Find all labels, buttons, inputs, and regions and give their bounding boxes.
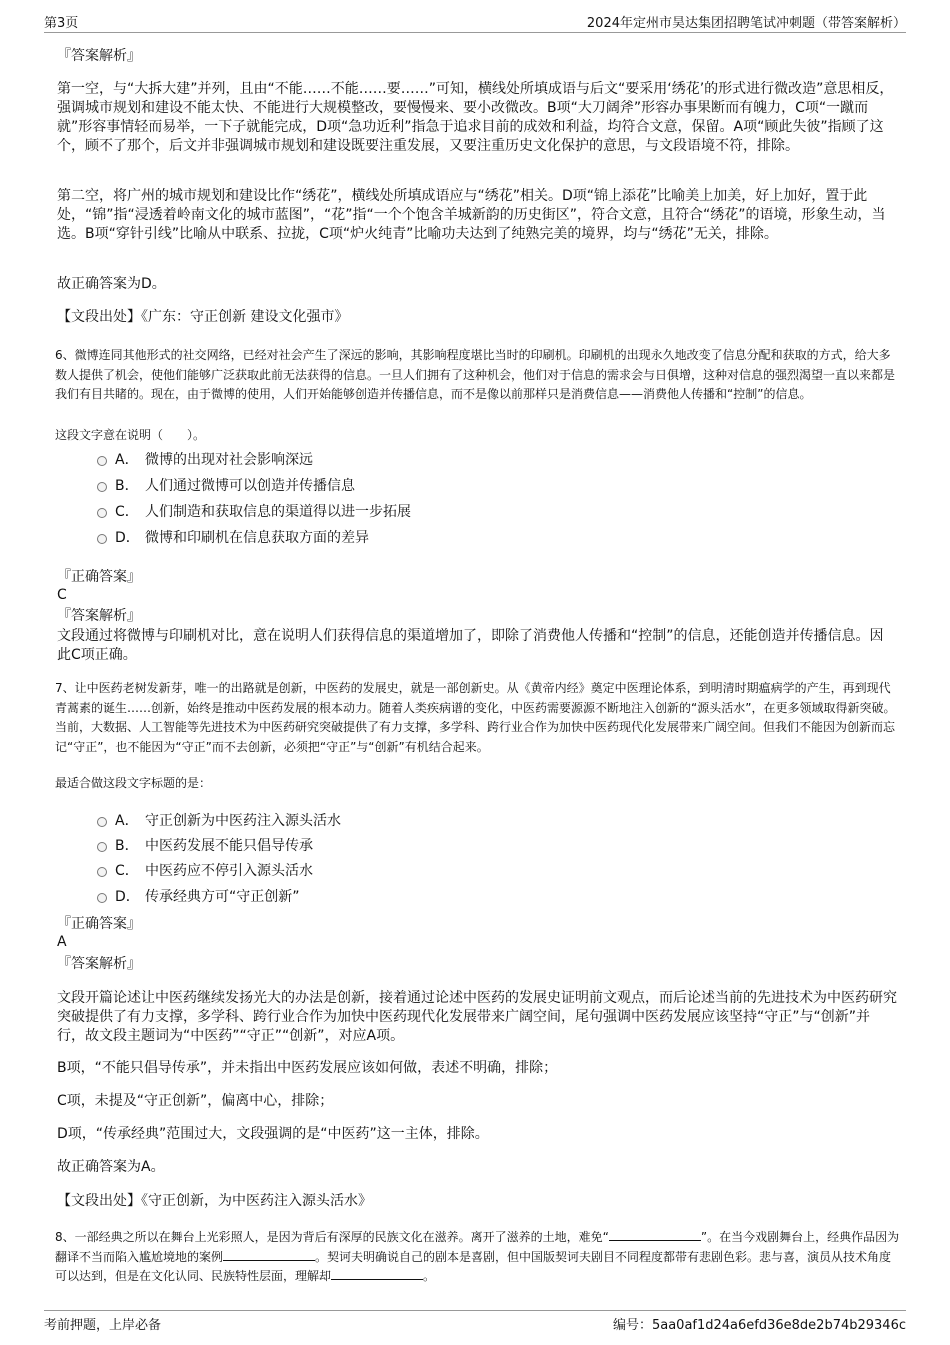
question-text: 6、微博连同其他形式的社交网络，已经对社会产生了深远的影响，其影响程度堪比当时的印刷机。印刷机的出现永久地改变了信息分配和获取的方式，给大多数人提供了机会，使他们能够广泛获取此前无法获得的信息。一旦人们拥有了这种机会，他们对于信息的需求会与日俱增，这种对信息的强烈渴望一直以来都是我们有目共睹的。现在，由于微博的使用，人们开始能够创造并传播信息，而不是像以前那样只是消费信息——消费他人传播和“控制”的信息。 bbox=[55, 348, 896, 401]
option-c[interactable] bbox=[97, 860, 313, 880]
question-text bbox=[55, 1228, 900, 1287]
option-text: 人们通过微博可以创造并传播信息 bbox=[145, 478, 355, 494]
option-letter: B． bbox=[115, 838, 139, 854]
question-prompt: 这段文字意在说明（ ）。 bbox=[55, 428, 206, 442]
option-c[interactable] bbox=[97, 501, 411, 521]
radio-button[interactable] bbox=[97, 482, 107, 492]
option-a[interactable] bbox=[97, 449, 313, 469]
option-letter: B． bbox=[115, 478, 139, 494]
option-letter: D． bbox=[115, 889, 140, 905]
source: 【文段出处】《守正创新，为中医药注入源头活水》 bbox=[57, 1193, 372, 1209]
option-text: 传承经典方可“守正创新” bbox=[145, 889, 300, 905]
option-letter: C． bbox=[115, 504, 139, 520]
radio-button[interactable] bbox=[97, 508, 107, 518]
analysis-paragraph: 第一空，与“大拆大建”并列，且由“不能……不能……要……”可知，横线处所填成语与后文“要采用‘绣花’的形式进行微改造”意思相反，强调城市规划和建设不能太快、不能进行大规模整改，要慢慢来、要小改微改。B项“大刀阔斧”形容办事果断而有魄力，C项“一蹴而就”形容事情轻而易举，一下子就能完成，D项“急功近利”指急于追求目前的成效和利益，均符合文意，保留。A项“顾此失彼”指顾了这个，顾不了那个，后文并非强调城市规划和建设既要注重发展，又要注重历史文化保护的意思，与文段语境不符，排除。 bbox=[57, 81, 894, 154]
radio-button[interactable] bbox=[97, 867, 107, 877]
correct-answer-label: 『正确答案』 bbox=[57, 569, 141, 585]
q8-text: 。 bbox=[423, 1269, 436, 1283]
radio-button[interactable] bbox=[97, 842, 107, 852]
q8-text: 。契诃夫明确说自己的剧本是喜剧，但中国版契诃夫剧目不同程度都带有悲剧色彩。悲与喜，演员从技术角度可以达到，但是在文化认同、民族特性层面，理解却 bbox=[55, 1249, 892, 1283]
radio-button[interactable] bbox=[97, 534, 107, 544]
radio-button[interactable] bbox=[97, 893, 107, 903]
option-text: 中医药应不停引入源头活水 bbox=[145, 863, 313, 879]
option-text: 微博的出现对社会影响深远 bbox=[145, 452, 313, 468]
analysis-label: 『答案解析』 bbox=[57, 956, 141, 972]
conclusion: 故正确答案为A。 bbox=[57, 1159, 165, 1175]
fill-blank bbox=[609, 1228, 701, 1241]
document-id bbox=[613, 1314, 906, 1333]
header-divider bbox=[44, 32, 906, 33]
correct-answer-label: 『正确答案』 bbox=[57, 916, 141, 932]
fill-blank bbox=[223, 1248, 315, 1261]
option-b[interactable] bbox=[97, 835, 313, 855]
page-number: 第3页 bbox=[44, 16, 79, 31]
analysis-b: B项，“不能只倡导传承”，并未指出中医药发展应该如何做，表述不明确，排除； bbox=[57, 1060, 558, 1076]
option-d[interactable] bbox=[97, 886, 300, 906]
radio-button[interactable] bbox=[97, 817, 107, 827]
question-prompt: 最适合做这段文字标题的是： bbox=[55, 776, 212, 790]
q8-text: ”。在当今戏剧舞台上，经典作品因为翻译不当而陷入尴尬境地的案例 bbox=[55, 1230, 900, 1264]
document-title: 2024年定州市昊达集团招聘笔试冲刺题（带答案解析） bbox=[586, 16, 906, 31]
analysis-d: D项，“传承经典”范围过大，文段强调的是“中医药”这一主体，排除。 bbox=[57, 1126, 489, 1142]
analysis-paragraph: 第二空，将广州的城市规划和建设比作“绣花”，横线处所填成语应与“绣花”相关。D项“锦上添花”比喻美上加美，好上加好，置于此处，“锦”指“浸透着岭南文化的城市蓝图”，“花”指“一个个饱含羊城新韵的历史街区”，符合文意，且符合“绣花”的语境，形象生动，当选。B项“穿针引线”比喻从中联系、拉拢，C项“炉火纯青”比喻功夫达到了纯熟完美的境界，均与“绣花”无关，排除。 bbox=[57, 188, 886, 242]
source: 【文段出处】《广东：守正创新 建设文化强市》 bbox=[57, 309, 349, 325]
option-a[interactable] bbox=[97, 810, 341, 830]
fill-blank bbox=[331, 1267, 423, 1280]
conclusion: 故正确答案为D。 bbox=[57, 276, 166, 292]
analysis-paragraph: 文段开篇论述让中医药继续发扬光大的办法是创新，接着通过论述中医药的发展史证明前文观点，而后论述当前的先进技术为中医药研究突破提供了有力支撑，多学科、跨行业合作为加快中医药现代化发展带来广阔空间，尾句强调中医药发展应该坚持“守正”与“创新”并行，故文段主题词为“中医药”“守正”“创新”，对应A项。 bbox=[57, 990, 897, 1044]
id-value: 5aa0af1d24a6efd36e8de2b74b29346c bbox=[651, 1318, 906, 1333]
analysis-paragraph: 文段通过将微博与印刷机对比，意在说明人们获得信息的渠道增加了，即除了消费他人传播和“控制”的信息，还能创造并传播信息。因此C项正确。 bbox=[57, 628, 884, 663]
option-letter: A． bbox=[115, 452, 139, 468]
option-b[interactable] bbox=[97, 475, 355, 495]
question-text: 7、让中医药老树发新芽，唯一的出路就是创新，中医药的发展史，就是一部创新史。从《黄帝内经》奠定中医理论体系，到明清时期瘟病学的产生，再到现代青蒿素的诞生……创新，始终是推动中医药发展的根本动力。随着人类疾病谱的变化，中医药需要源源不断地注入创新的“源头活水”，在更多领域取得新突破。当前，大数据、人工智能等先进技术为中医药研究突破提供了有力支撑，多学科、跨行业合作为加快中医药现代化发展带来广阔空间。但我们不能因为创新而忘记“守正”，也不能因为“守正”而不去创新，必须把“守正”与“创新”有机结合起来。 bbox=[55, 681, 896, 754]
option-text: 人们制造和获取信息的渠道得以进一步拓展 bbox=[145, 504, 411, 520]
footer-divider bbox=[44, 1310, 906, 1311]
correct-answer: A bbox=[57, 934, 67, 950]
correct-answer: C bbox=[57, 587, 67, 603]
id-label: 编号： bbox=[612, 1318, 652, 1333]
q8-text: 8、一部经典之所以在舞台上光彩照人，是因为背后有深厚的民族文化在滋养。离开了滋养的土地，难免“ bbox=[55, 1230, 609, 1244]
option-letter: C． bbox=[115, 863, 139, 879]
option-letter: D． bbox=[115, 530, 140, 546]
analysis-label: 『答案解析』 bbox=[57, 608, 141, 624]
radio-button[interactable] bbox=[97, 456, 107, 466]
option-d[interactable] bbox=[97, 527, 369, 547]
option-text: 微博和印刷机在信息获取方面的差异 bbox=[145, 530, 369, 546]
analysis-label: 『答案解析』 bbox=[57, 48, 141, 64]
option-text: 中医药发展不能只倡导传承 bbox=[145, 838, 313, 854]
option-letter: A． bbox=[115, 813, 139, 829]
analysis-c: C项，未提及“守正创新”，偏离中心，排除； bbox=[57, 1093, 334, 1109]
footer-slogan: 考前押题，上岸必备 bbox=[44, 1318, 162, 1333]
option-text: 守正创新为中医药注入源头活水 bbox=[145, 813, 341, 829]
